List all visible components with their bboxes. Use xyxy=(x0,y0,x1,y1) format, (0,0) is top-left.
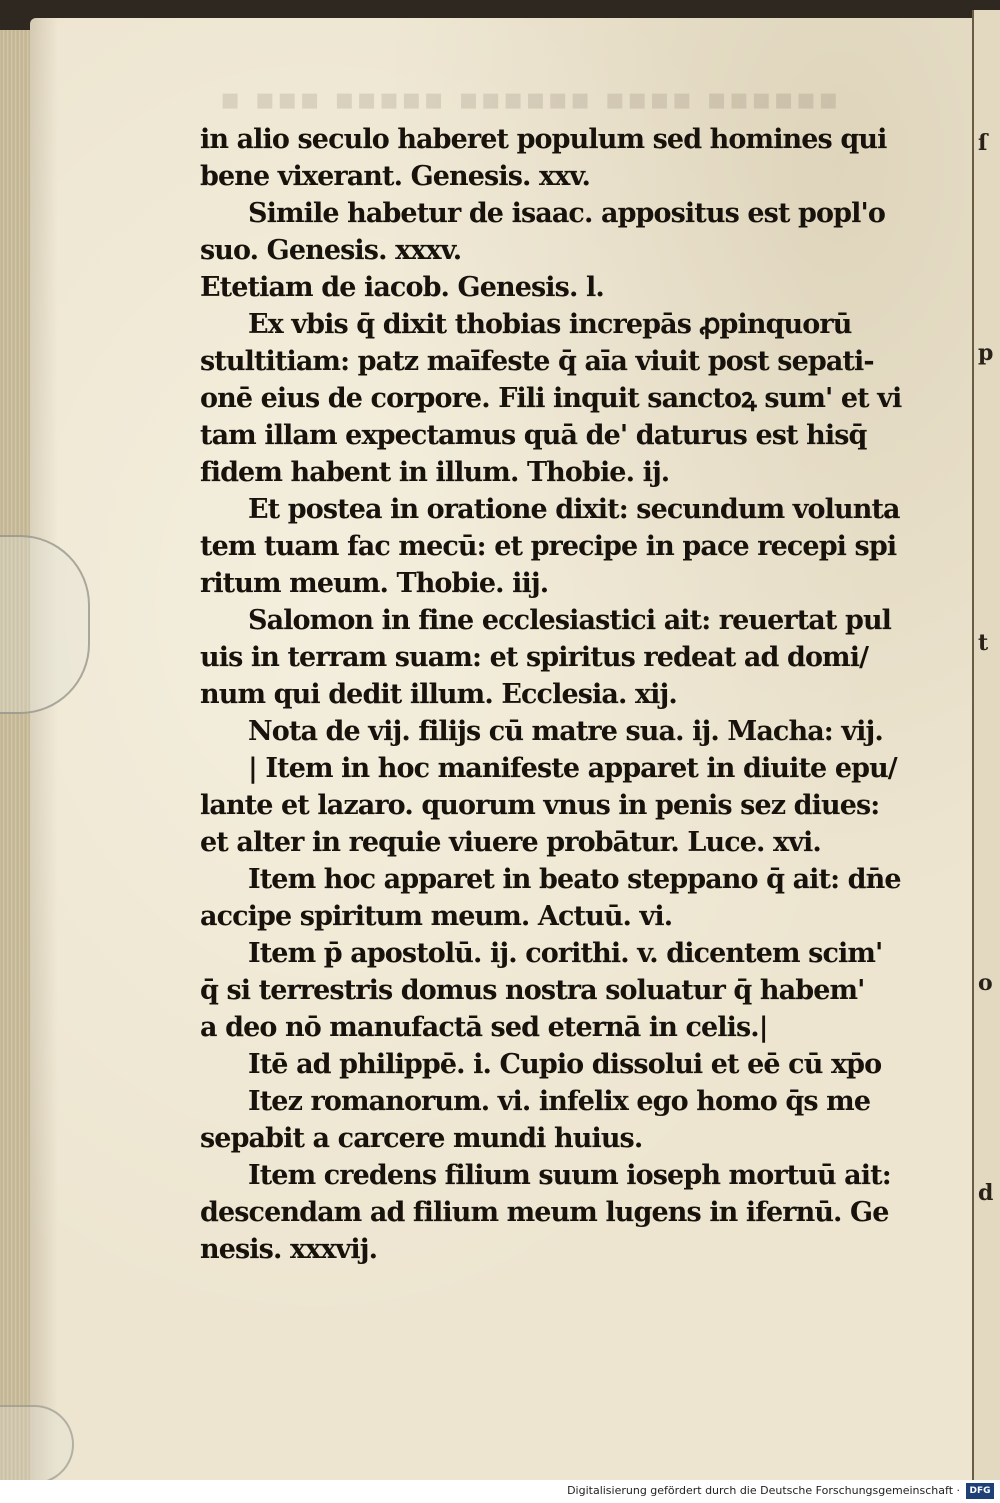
text-line: et alter in requie viuere probātur. Luce. xvi. xyxy=(200,827,821,858)
text-line: fidem habent in illum. Thobie. ij. xyxy=(200,457,670,488)
text-line: nesis. xxxvij. xyxy=(200,1234,378,1265)
text-line: Simile habetur de isaac. appositus est popl'o xyxy=(248,198,885,229)
text-line: Salomon in fine ecclesiastici ait: reuertat pul xyxy=(248,605,892,636)
text-line: uis in terram suam: et spiritus redeat ad domi/ xyxy=(200,642,869,673)
text-line: Item p̄ apostolū. ij. corithi. v. dicentem scim' xyxy=(248,938,883,969)
edge-glyph: t xyxy=(978,630,989,656)
text-line: onē eius de corpore. Fili inquit sanctoꝝ sum' et vi xyxy=(200,383,902,414)
glass-clip-lower xyxy=(0,1405,74,1480)
text-line: Item hoc apparet in beato steppano q̄ ait: dn̄e xyxy=(248,864,901,895)
text-line: lante et lazaro. quorum vnus in penis sez diues: xyxy=(200,790,880,821)
edge-glyph: p xyxy=(978,340,994,366)
text-line: accipe spiritum meum. Actuū. vi. xyxy=(200,901,673,932)
text-line: num qui dedit illum. Ecclesia. xij. xyxy=(200,679,677,710)
text-line: ritum meum. Thobie. iij. xyxy=(200,568,549,599)
text-line: sepabit a carcere mundi huius. xyxy=(200,1123,643,1154)
footer-credit: Digitalisierung gefördert durch die Deutsche Forschungsgemeinschaft · xyxy=(567,1484,960,1497)
text-line: Et postea in oratione dixit: secundum volunta xyxy=(248,494,900,525)
text-line: Ex vbis q̄ dixit thobias increpās ꝓpinquorū xyxy=(248,309,852,340)
text-line: Etetiam de iacob. Genesis. l. xyxy=(200,272,604,303)
footer-bar xyxy=(0,1480,1000,1503)
text-line: suo. Genesis. xxxv. xyxy=(200,235,462,266)
text-line: Item credens filium suum ioseph mortuū ait: xyxy=(248,1160,891,1191)
show-through-text: ▪ ▪▪▪ ▪▪▪▪▪ ▪▪▪▪▪▪ ▪▪▪▪ ▪▪▪▪▪▪ xyxy=(220,82,841,112)
text-line: | Item in hoc manifeste apparet in diuite epu/ xyxy=(248,753,897,784)
text-line: Itē ad philippē. i. Cupio dissolui et eē cū xp̄o xyxy=(248,1049,882,1080)
text-line: in alio seculo haberet populum sed homines qui xyxy=(200,124,887,155)
book-edge xyxy=(0,30,34,1480)
text-line: tam illam expectamus quā de' daturus est hisq̄ xyxy=(200,420,867,451)
text-block xyxy=(200,122,942,1272)
text-line: Nota de vij. filijs cū matre sua. ij. Macha: vij. xyxy=(248,716,883,747)
text-line: stultitiam: patz maīfeste q̄ aīa viuit post sepati- xyxy=(200,346,874,377)
text-line: bene vixerant. Genesis. xxv. xyxy=(200,161,590,192)
next-page-edge xyxy=(972,10,1000,1480)
text-line: a deo nō manufactā sed eternā in celis.| xyxy=(200,1012,768,1043)
text-line: tem tuam fac mecū: et precipe in pace recepi spi xyxy=(200,531,897,562)
dfg-logo: DFG xyxy=(966,1483,994,1499)
edge-glyph: d xyxy=(978,1180,994,1206)
edge-glyph: ſ xyxy=(978,130,988,156)
edge-glyph: o xyxy=(978,970,993,996)
text-line: q̄ si terrestris domus nostra soluatur q̄ habem' xyxy=(200,975,865,1006)
text-line: Itez romanorum. vi. infelix ego homo q̄s me xyxy=(248,1086,871,1117)
text-line: descendam ad filium meum lugens in ifernū. Ge xyxy=(200,1197,889,1228)
